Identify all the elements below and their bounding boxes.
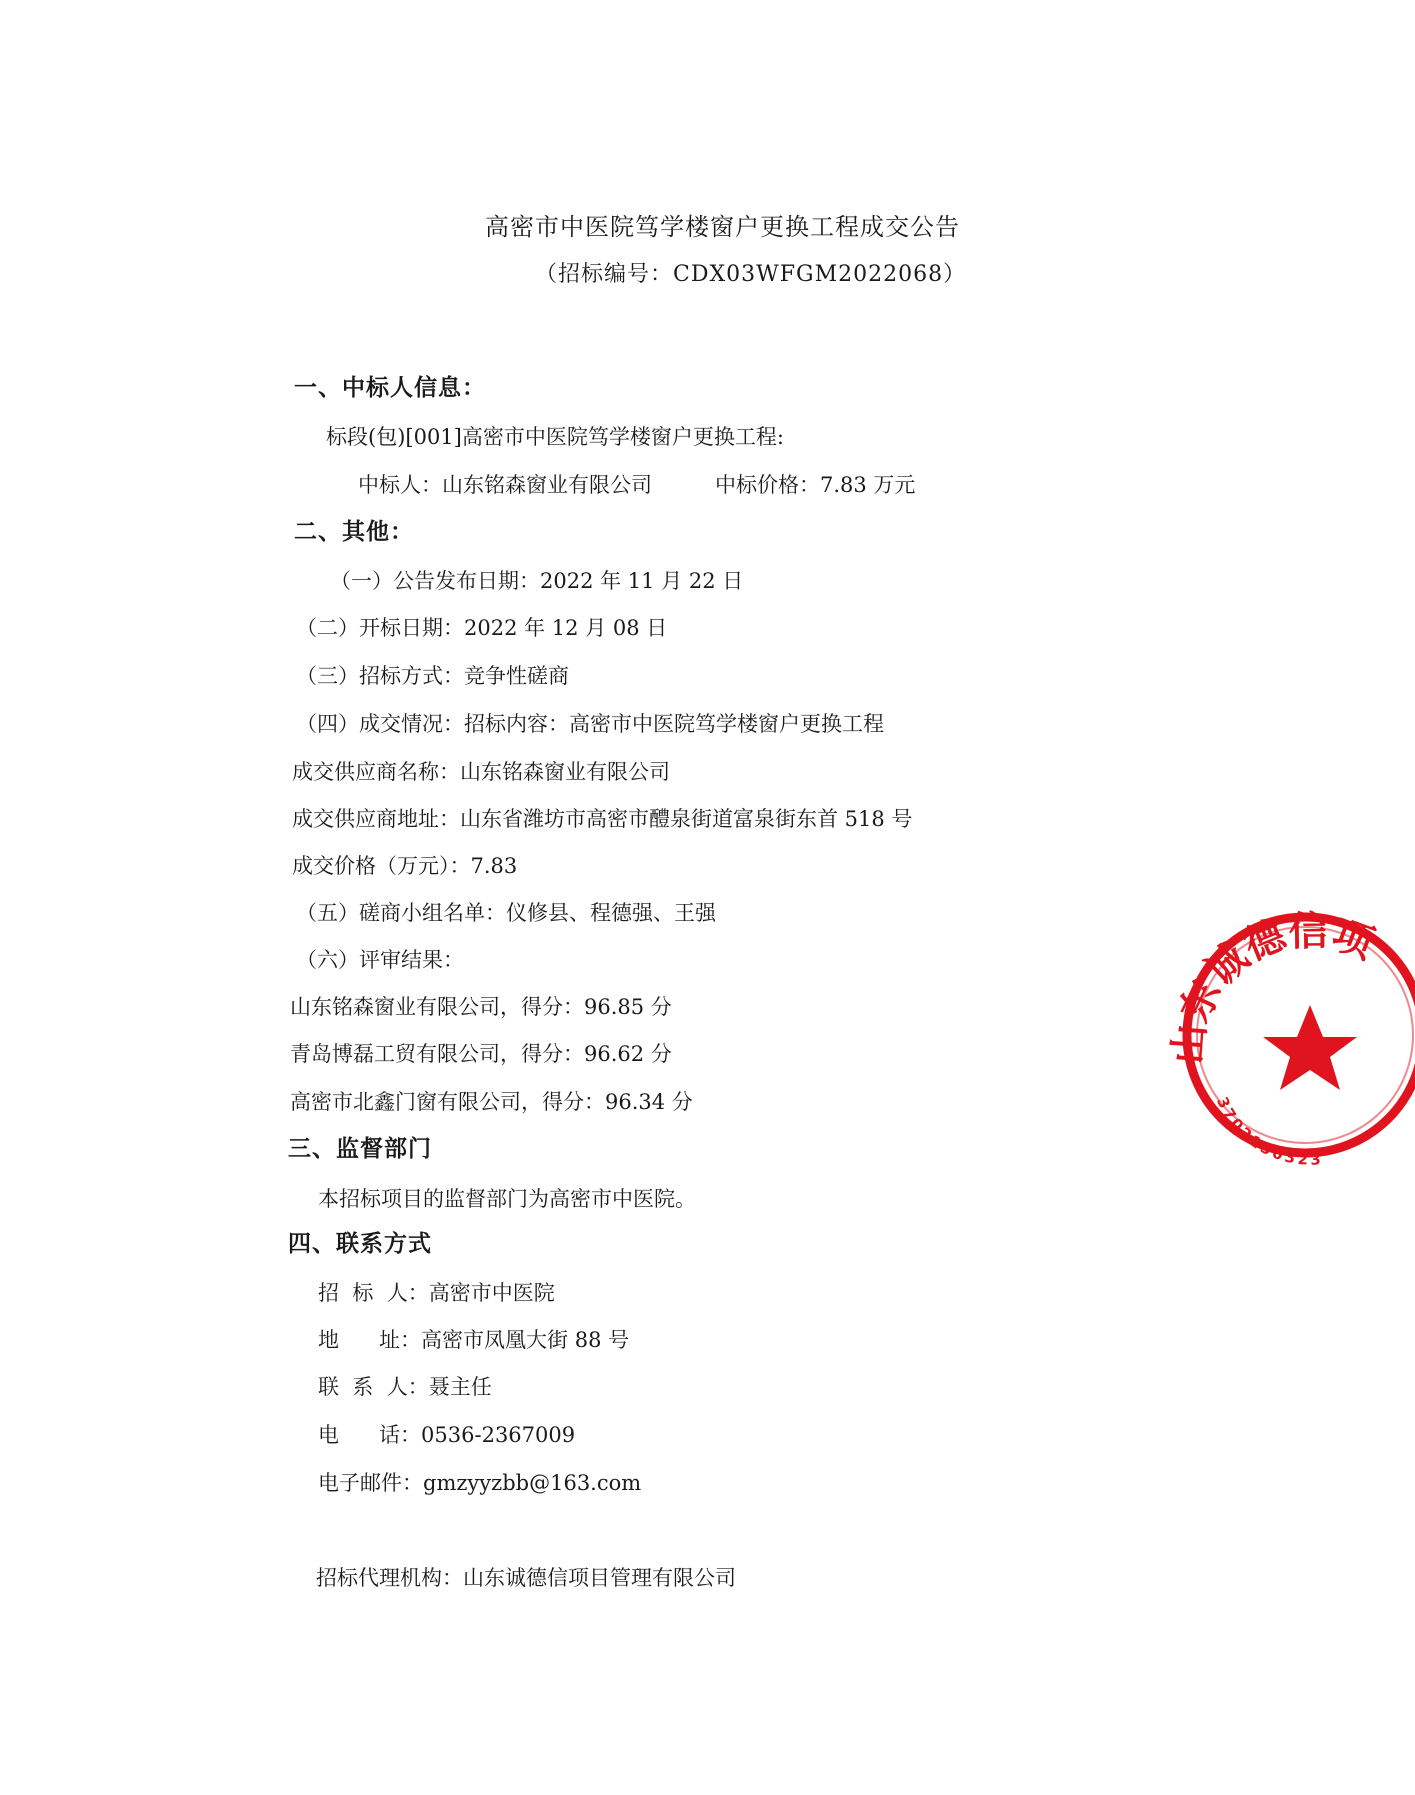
review-result-1: 山东铭森窗业有限公司，得分：96.85 分	[290, 995, 672, 1019]
contact-address: 地 址：高密市凤凰大街 88 号	[318, 1328, 630, 1352]
bid-number: （招标编号：CDX03WFGM2022068）	[535, 262, 967, 287]
contact-email: 电子邮件：gmzyyzbb@163.com	[318, 1471, 642, 1495]
publish-date: （一）公告发布日期：2022 年 11 月 22 日	[330, 569, 744, 593]
contact-person: 联 系 人：聂主任	[318, 1375, 492, 1399]
review-results-label: （六）评审结果：	[296, 948, 464, 972]
supervision-text: 本招标项目的监督部门为高密市中医院。	[318, 1187, 696, 1211]
bid-method: （三）招标方式：竞争性磋商	[296, 664, 569, 688]
company-seal	[1155, 905, 1380, 1165]
panel-members: （五）磋商小组名单：仪修县、程德强、王强	[296, 901, 716, 925]
lot-description: 标段(包)[001]高密市中医院笃学楼窗户更换工程:	[326, 425, 784, 449]
seal-star-icon	[1263, 1005, 1357, 1090]
contact-phone: 电 话：0536-2367009	[318, 1423, 576, 1447]
section-heading-supervision: 三、监督部门	[288, 1136, 432, 1162]
deal-content: （四）成交情况：招标内容：高密市中医院笃学楼窗户更换工程	[296, 712, 884, 736]
section-heading-contact: 四、联系方式	[288, 1231, 432, 1257]
contact-tenderer: 招 标 人：高密市中医院	[318, 1281, 555, 1305]
review-result-2: 青岛博磊工贸有限公司，得分：96.62 分	[290, 1042, 672, 1066]
document-title: 高密市中医院笃学楼窗户更换工程成交公告	[485, 213, 960, 241]
seal-number: 3702130323	[1213, 1094, 1325, 1165]
winner-name: 中标人：山东铭森窗业有限公司	[358, 473, 652, 497]
svg-text:3702130323	[1213, 1094, 1324, 1165]
review-result-3: 高密市北鑫门窗有限公司，得分：96.34 分	[290, 1090, 693, 1114]
winner-price: 中标价格：7.83 万元	[715, 473, 916, 497]
supplier-address: 成交供应商地址：山东省潍坊市高密市醴泉街道富泉街东首 518 号	[292, 807, 913, 831]
section-heading-other: 二、其他：	[294, 519, 414, 545]
deal-price: 成交价格（万元）：7.83	[292, 854, 518, 878]
open-date: （二）开标日期：2022 年 12 月 08 日	[296, 616, 668, 640]
supplier-name: 成交供应商名称：山东铭森窗业有限公司	[292, 760, 670, 784]
seal-text: 山东诚德信项	[1164, 907, 1380, 1066]
section-heading-winner-info: 一、中标人信息：	[294, 375, 486, 401]
seal-icon	[1155, 905, 1415, 1165]
agency-name: 招标代理机构：山东诚德信项目管理有限公司	[316, 1566, 736, 1590]
